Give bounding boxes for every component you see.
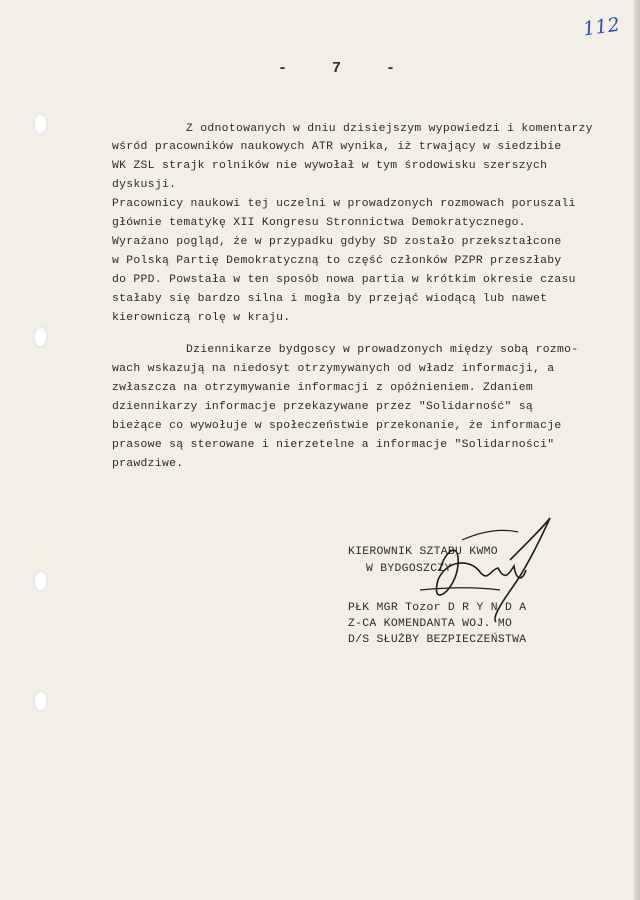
signatory-function: Z-CA KOMENDANTA WOJ. MO: [348, 618, 513, 630]
text-line: wach wskazują na niedosyt otrzymywanych od władz informacji, a: [112, 363, 555, 375]
archive-number: 112: [581, 13, 622, 41]
text-line: głównie tematykę XII Kongresu Stronnictwa Demokratycznego.: [112, 217, 526, 229]
text-line: Pracownicy naukowi tej uczelni w prowadzonych rozmowach poruszali: [112, 198, 576, 210]
text-line: prawdziwe.: [112, 458, 184, 470]
punch-hole: [33, 690, 48, 712]
text-line: w Polską Partię Demokratyczną to część członków PZPR przeszłaby: [112, 255, 562, 267]
punch-hole: [33, 570, 48, 592]
text-line: zwłaszcza na otrzymywanie informacji z opóźnieniem. Zdaniem: [112, 382, 533, 394]
text-line: stałaby się bardzo silna i mogła by przejąć wiodącą lub nawet: [112, 293, 548, 305]
text-line: wśród pracowników naukowych ATR wynika, iż trwający w siedzibie: [112, 141, 562, 153]
paper-edge: [634, 0, 640, 900]
signature-title: KIEROWNIK SZTABU KWMO: [348, 546, 498, 558]
signatory-name: PŁK MGR Tozor D R Y N D A: [348, 602, 527, 614]
punch-hole: [33, 113, 48, 135]
text-line: prasowe są sterowane i nierzetelne a informacje "Solidarności": [112, 439, 555, 451]
text-line: Z odnotowanych w dniu dzisiejszym wypowiedzi i komentarzy: [186, 123, 593, 135]
punch-hole: [33, 326, 48, 348]
text-line: bieżące co wywołuje w społeczeństwie przekonanie, że informacje: [112, 420, 562, 432]
page-number: - 7 -: [278, 60, 414, 77]
text-line: WK ZSL strajk rolników nie wywołał w tym środowisku szerszych: [112, 160, 548, 172]
text-line: Dziennikarze bydgoscy w prowadzonych między sobą rozmo-: [186, 344, 579, 356]
signatory-department: D/S SŁUŻBY BEZPIECZEŃSTWA: [348, 634, 527, 646]
text-line: kierowniczą rolę w kraju.: [112, 312, 291, 324]
text-line: dyskusji.: [112, 179, 177, 191]
text-line: do PPD. Powstała w ten sposób nowa partia w krótkim okresie czasu: [112, 274, 576, 286]
signature-location: W BYDGOSZCZY: [366, 563, 452, 575]
text-line: dziennikarzy informacje przekazywane przez "Solidarność" są: [112, 401, 533, 413]
text-line: Wyrażano pogląd, że w przypadku gdyby SD zostało przekształcone: [112, 236, 562, 248]
